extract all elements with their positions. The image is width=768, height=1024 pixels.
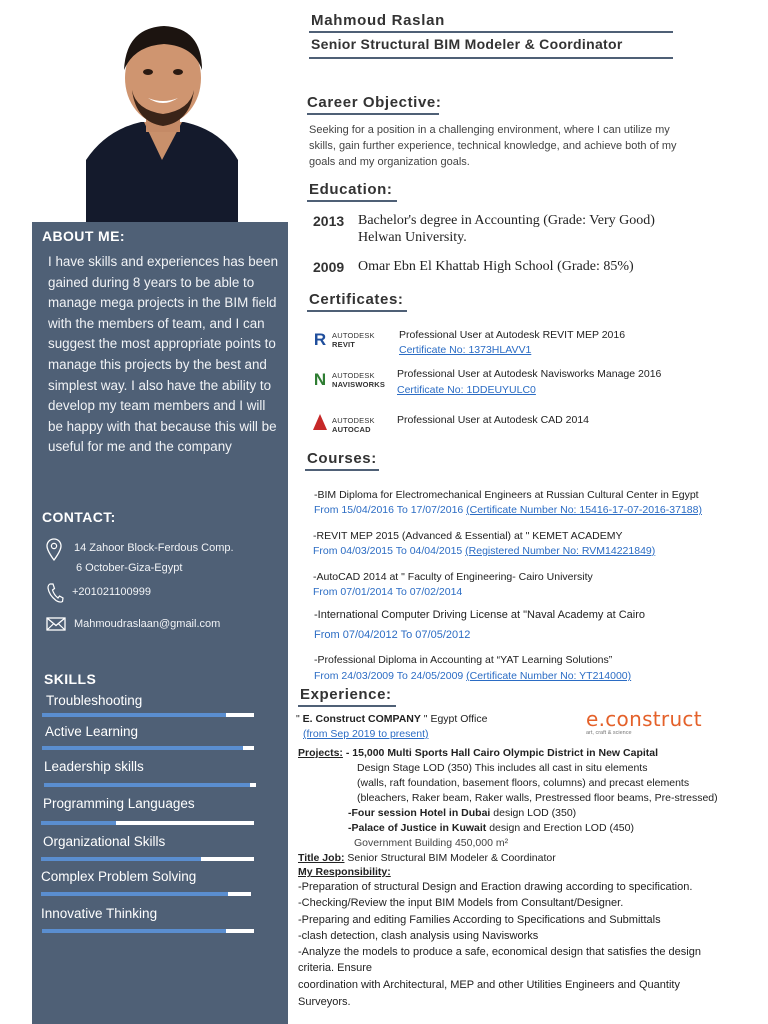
course-dates-4: From 07/04/2012 To 07/05/2012 <box>314 629 471 641</box>
course-title-2: -REVIT MEP 2015 (Advanced & Essential) at " KEMET ACADEMY <box>313 530 623 542</box>
education-heading: Education: <box>309 181 393 198</box>
cert-link-navisworks[interactable]: Certificate No: 1DDEUYULC0 <box>397 384 536 396</box>
objective-underline <box>307 113 439 115</box>
cert-title-autocad: Professional User at Autodesk CAD 2014 <box>397 414 590 426</box>
autocad-logo-mark <box>312 413 328 436</box>
skill-bar-track <box>42 929 254 933</box>
autocad-logo-product: AUTOCAD <box>332 424 371 434</box>
exp-p1-line2: (walls, raft foundation, basement floors, columns) and precast elements <box>357 777 690 789</box>
skill-label: Troubleshooting <box>46 693 143 708</box>
exp-title-job <box>298 852 556 864</box>
exp-company-name: E. Construct COMPANY <box>302 713 421 725</box>
cert-link-revit[interactable]: Certificate No: 1373HLAVV1 <box>399 344 532 356</box>
revit-logo-brand: AUTODESK <box>332 331 375 340</box>
skill-label: Leadership skills <box>44 759 144 774</box>
about-text: I have skills and experiences has been gained during 8 years to be able to manage mega projects in the BIM field with the members of team, and I can suggest the most appropriate points to manage this projects by the best and simplest way. I also have the ability to develop my team members and I will be happy with that because this will be useful for me and the company <box>48 254 279 455</box>
skill-bar-track <box>41 821 254 825</box>
exp-company-suffix: " Egypt Office <box>420 713 488 725</box>
exp-period: (from Sep 2019 to present) <box>303 728 429 740</box>
experience-underline <box>298 705 396 707</box>
exp-company-prefix: " <box>296 713 303 725</box>
sidebar <box>32 222 288 1024</box>
exp-company <box>296 713 487 725</box>
envelope-icon <box>46 616 66 632</box>
course-title-5: -Professional Diploma in Accounting at “YAT Learning Solutions” <box>314 654 613 666</box>
profile-photo <box>86 10 238 222</box>
exp-resp-3: -Preparing and editing Families According to Specifications and Submittals <box>298 914 661 926</box>
skill-bar-fill <box>42 929 226 933</box>
edu-year-1: 2013 <box>313 213 345 229</box>
skills-heading: SKILLS <box>44 671 97 687</box>
location-pin-icon <box>46 538 62 562</box>
edu-line1-1: Bachelor's degree in Accounting (Grade: Very Good) <box>358 213 655 228</box>
exp-resp-7: coordination with Architectural, MEP and other Utilities Engineers and Quantity <box>298 979 680 991</box>
person-name: Mahmoud Raslan <box>311 12 445 29</box>
course-dates-text-5: From 24/03/2009 To 24/05/2009 <box>314 670 467 682</box>
header-rule <box>309 31 673 33</box>
skill-bar-track <box>44 783 256 787</box>
edu-year-2: 2009 <box>313 259 345 275</box>
exp-p1-line1: Design Stage LOD (350) This includes all cast in situ elements <box>357 762 648 774</box>
phone-icon <box>46 582 64 604</box>
cert-title-revit: Professional User at Autodesk REVIT MEP 2016 <box>399 329 626 341</box>
autocad-logo-brand: AUTODESK <box>332 415 375 425</box>
skill-label: Active Learning <box>45 724 139 739</box>
about-heading: ABOUT ME: <box>42 228 125 244</box>
exp-resp-label: My Responsibility: <box>298 866 391 878</box>
course-dates-3: From 07/01/2014 To 07/02/2014 <box>313 586 463 598</box>
navisworks-logo-mark: N <box>313 370 327 389</box>
exp-resp-label-row <box>298 866 391 878</box>
autocad-logo <box>312 413 375 436</box>
exp-p3-rest: design and Erection LOD (450) <box>486 822 634 834</box>
course-ref-5[interactable]: (Certificate Number No: YT214000) <box>466 670 632 682</box>
revit-logo <box>312 330 375 350</box>
exp-title-job-value: Senior Structural BIM Modeler & Coordinator <box>344 852 556 864</box>
objective-text: Seeking for a position in a challenging environment, where I can utilize my skills, gain further experience, technical knowledge, and achieve both of my goals and my organization goals. <box>309 124 677 168</box>
econstruct-logo-sub: art, craft & science <box>586 730 632 736</box>
exp-projects-dash: - <box>342 747 353 759</box>
navisworks-logo <box>312 370 385 390</box>
exp-p3-line2: Government Building 450,000 m² <box>354 837 509 849</box>
exp-resp-1: -Preparation of structural Design and Eraction drawing according to specification. <box>298 881 693 893</box>
navisworks-logo-brand: AUTODESK <box>332 371 375 380</box>
navisworks-logo-product: NAVISWORKS <box>332 380 386 389</box>
courses-heading: Courses: <box>307 450 377 467</box>
job-title: Senior Structural BIM Modeler & Coordinator <box>311 36 623 52</box>
skill-bar-fill <box>42 713 226 717</box>
address-text <box>70 538 234 578</box>
skill-bar-track <box>41 892 251 896</box>
exp-p1-title: 15,000 Multi Sports Hall Cairo Olympic District in New Capital <box>352 747 659 759</box>
revit-logo-product: REVIT <box>332 340 356 349</box>
course-dates-2 <box>313 545 655 557</box>
skill-bar-fill <box>41 857 201 861</box>
certificates-underline <box>307 310 407 312</box>
skill-bar-track <box>42 713 254 717</box>
revit-logo-mark: R <box>313 330 327 349</box>
course-dates-5 <box>314 670 631 682</box>
address-line1: 14 Zahoor Block-Ferdous Comp. <box>74 542 234 554</box>
skill-label: Innovative Thinking <box>41 906 158 921</box>
skill-bar-track <box>42 746 254 750</box>
skill-bar-fill <box>41 892 228 896</box>
exp-resp-8: Surveyors. <box>298 996 351 1008</box>
exp-p2-rest: design LOD (350) <box>490 807 577 819</box>
edu-entry-2 <box>358 258 634 275</box>
exp-project-3 <box>348 822 634 834</box>
exp-resp-2: -Checking/Review the input BIM Models from Consultant/Designer. <box>298 897 624 909</box>
skill-label: Complex Problem Solving <box>41 869 197 884</box>
courses-underline <box>305 469 379 471</box>
exp-p1-line3: (bleachers, Raker beam, Raker walls, Prestressed floor beams, Pre-stressed) <box>357 792 718 804</box>
course-ref-1[interactable]: (Certificate Number No: 15416-17-07-2016-37188) <box>466 504 702 516</box>
cert-title-navisworks: Professional User at Autodesk Navisworks Manage 2016 <box>397 368 662 380</box>
objective-heading: Career Objective: <box>307 94 442 111</box>
edu-line1-2: Omar Ebn El Khattab High School (Grade: 85%) <box>358 259 634 274</box>
course-dates-text-2: From 04/03/2015 To 04/04/2015 <box>313 545 466 557</box>
contact-email <box>46 616 220 634</box>
skill-label: Programming Languages <box>43 796 195 811</box>
course-title-1: -BIM Diploma for Electromechanical Engineers at Russian Cultural Center in Egypt <box>314 489 699 501</box>
skill-bar-fill <box>42 746 243 750</box>
exp-project-2 <box>348 807 576 819</box>
skill-bar-fill <box>41 821 116 825</box>
autocad-triangle-icon <box>312 413 328 431</box>
certificates-heading: Certificates: <box>309 291 404 308</box>
edu-entry-1 <box>358 212 655 246</box>
exp-title-job-label: Title Job: <box>298 852 345 864</box>
edu-line2-1: Helwan University. <box>358 230 467 245</box>
skill-bar-track <box>41 857 254 861</box>
experience-heading: Experience: <box>300 686 392 703</box>
econstruct-logo <box>586 709 716 739</box>
course-dates-1 <box>314 504 702 516</box>
header-rule-bottom <box>309 57 673 59</box>
profile-photo-illustration <box>86 10 238 222</box>
exp-p2-title: -Four session Hotel in Dubai <box>348 807 491 819</box>
course-title-3: -AutoCAD 2014 at " Faculty of Engineering- Cairo University <box>313 571 593 583</box>
phone-text[interactable]: +201021100999 <box>72 586 152 598</box>
exp-resp-5: -Analyze the models to produce a safe, economical design that satisfies the design <box>298 946 701 958</box>
exp-resp-6: criteria. Ensure <box>298 962 372 974</box>
skill-bar-fill <box>44 783 250 787</box>
exp-project-1 <box>298 747 658 759</box>
econstruct-logo-text: e.construct <box>586 707 702 731</box>
skill-label: Organizational Skills <box>43 834 166 849</box>
course-dates-text-1: From 15/04/2016 To 17/07/2016 <box>314 504 467 516</box>
exp-projects-label: Projects: <box>298 747 343 759</box>
contact-address <box>46 538 234 578</box>
address-line2: 6 October-Giza-Egypt <box>76 562 183 574</box>
exp-resp-4: -clash detection, clash analysis using Navisworks <box>298 930 539 942</box>
exp-p3-title: -Palace of Justice in Kuwait <box>348 822 487 834</box>
education-underline <box>307 200 397 202</box>
course-title-4: -International Computer Driving License at "Naval Academy at Cairo <box>314 609 646 621</box>
contact-heading: CONTACT: <box>42 509 116 525</box>
contact-phone <box>46 582 151 604</box>
email-text[interactable]: Mahmoudraslaan@gmail.com <box>74 618 221 630</box>
course-ref-2[interactable]: (Registered Number No: RVM14221849) <box>465 545 656 557</box>
